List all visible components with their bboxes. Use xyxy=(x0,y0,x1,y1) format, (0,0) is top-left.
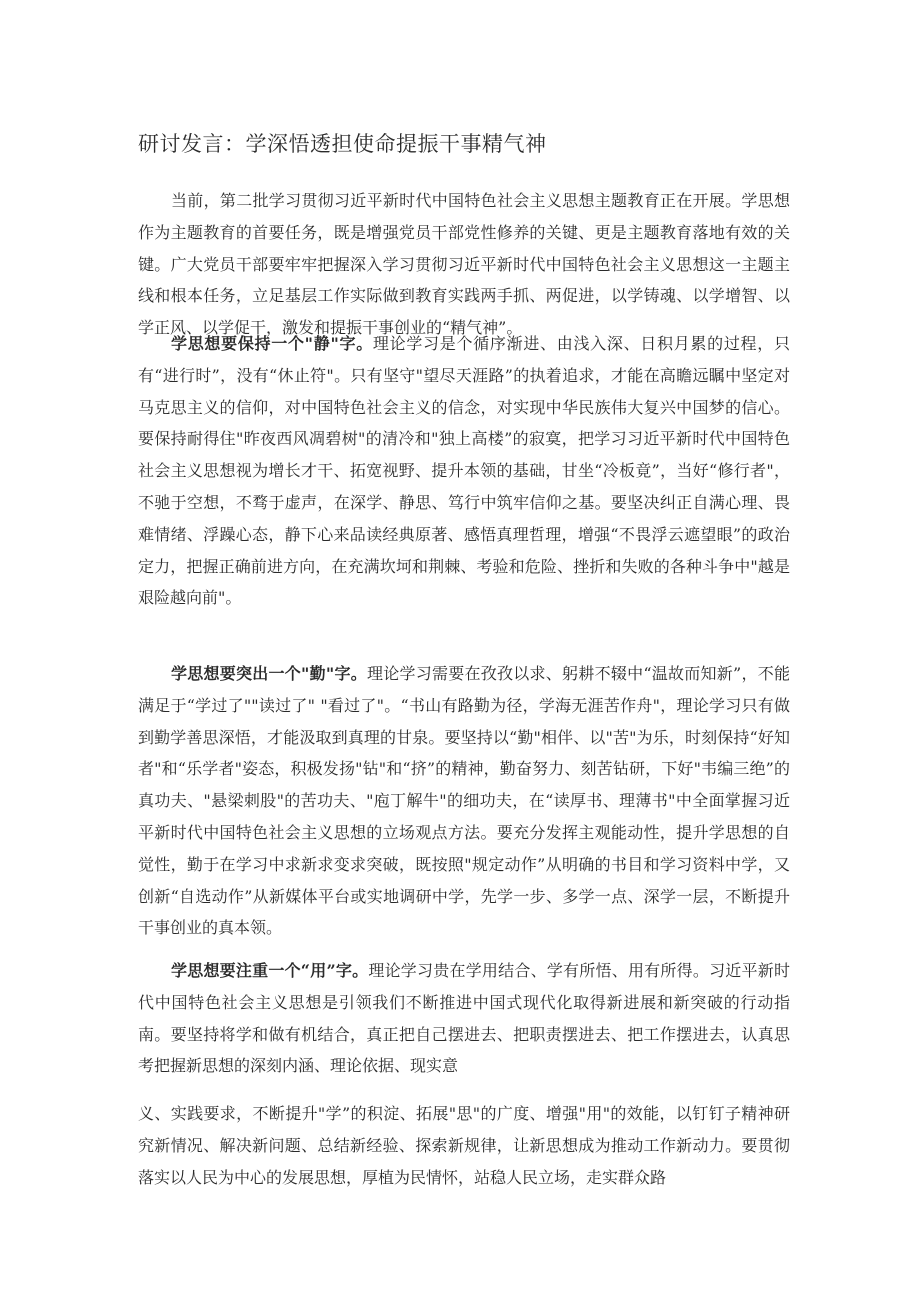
paragraph-intro xyxy=(138,185,790,344)
paragraph-text: 当前，第二批学习贯彻习近平新时代中国特色社会主义思想主题教育正在开展。学思想作为主题教育的首要任务，既是增强党员干部党性修养的关键、更是主题教育落地有效的关键。广大党员干部要牢牢把握深入学习贯彻习近平新时代中国特色社会主义思想这一主题主线和根本任务，立足基层工作实际做到教育实践两手抓、两促进，以学铸魂、以学增智、以学正风、以学促干，激发和提振干事创业的“精气神”。 xyxy=(138,191,790,338)
paragraph-text: 理论学习贵在学用结合、学有所悟、用有所得。习近平新时代中国特色社会主义思想是引领我们不断推进中国式现代化取得新进展和新突破的行动指南。要坚持将学和做有机结合，真正把自己摆进去、把职责摆进去、把工作摆进去，认真思考把握新思想的深刻内涵、理论依据、现实意 xyxy=(138,961,790,1076)
paragraph-text: 理论学习是个循序渐进、由浅入深、日积月累的过程，只有“进行时”，没有“休止符"。只有坚守"望尽天涯路”的执着追求，才能在高瞻远瞩中坚定对马克思主义的信仰，对中国特色社会主义的信念，对实现中华民族伟大复兴中国梦的信心。要保持耐得住"昨夜西风凋碧树"的清冷和"独上高楼”的寂寞，把学习习近平新时代中国特色社会主义思想视为增长才干、拓宽视野、提升本领的基础，甘坐“冷板竟”，当好“修行者"，不驰于空想，不骛于虚声，在深学、静思、笃行中筑牢信仰之基。要坚决纠正自满心理、畏难情绪、浮躁心态，静下心来品读经典原著、感悟真理哲理，增强“不畏浮云遮望眼”的政治定力，把握正确前进方向，在充满坎坷和荆棘、考验和危险、挫折和失败的各种斗争中"越是艰险越向前"。 xyxy=(138,334,790,608)
document-title: 研讨发言：学深悟透担使命提振干事精气神 xyxy=(138,132,547,156)
paragraph-text: 义、实践要求，不断提升"学”的积淀、拓展"思"的广度、增强"用"的效能，以钉钉子精神研究新情况、解决新问题、总结新经验、探索新规律，让新思想成为推动工作新动力。要贯彻落实以人民为中心的发展思想，厚植为民情怀，站稳人民立场，走实群众路 xyxy=(138,1104,790,1187)
paragraph-lead: 学思想要注重一个“用”字。 xyxy=(171,961,369,980)
paragraph-lead: 学思想要突出一个"勤"字。 xyxy=(171,664,367,683)
paragraph-continuation xyxy=(138,1098,790,1193)
paragraph-qin xyxy=(138,658,790,944)
paragraph-text: 理论学习需要在孜孜以求、躬耕不辍中“温故而知新”，不能满足于“学过了""读过了" "看过了"。“书山有路勤为径，学海无涯苦作舟"，理论学习只有做到勤学善思深悟，才能汲取到真理的甘泉。要坚持以“勤"相伴、以"苦"为乐，时刻保持“好知者"和“乐学者"姿态，积极发扬"钻"和“挤”的精神，勤奋努力、刻苦钻研，下好"韦编三绝”的真功夫、"悬梁刺股"的苦功夫、"庖丁解牛"的细功夫，在“读厚书、理薄书"中全面掌握习近平新时代中国特色社会主义思想的立场观点方法。要充分发挥主观能动性，提升学思想的自觉性，勤于在学习中求新求变求突破，既按照"规定动作”从明确的书目和学习资料中学，又创新“自选动作”从新媒体平台或实地调研中学，先学一步、多学一点、深学一层，不断提升干事创业的真本领。 xyxy=(138,664,790,938)
paragraph-jing xyxy=(138,328,790,614)
paragraph-yong xyxy=(138,955,790,1082)
paragraph-lead: 学思想要保持一个"静"字。 xyxy=(171,334,373,353)
